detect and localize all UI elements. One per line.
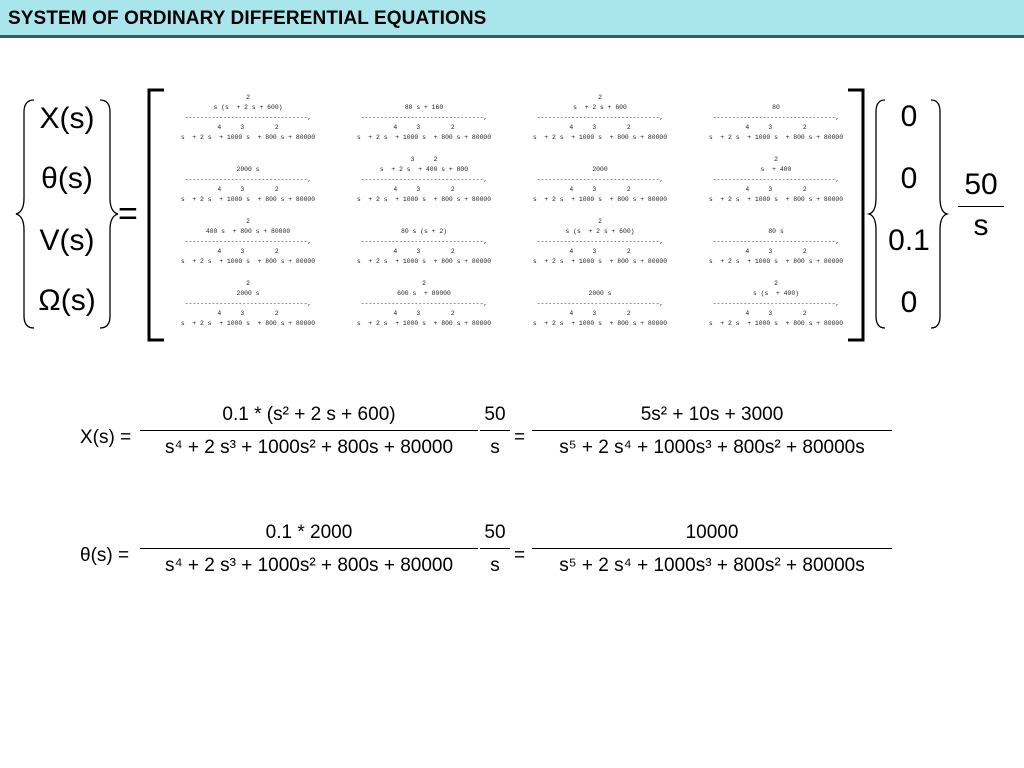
- eq1-f1-den: s⁴ + 2 s³ + 1000s² + 800s + 80000: [164, 437, 454, 458]
- matrix-cell-exp: 2: [774, 156, 778, 163]
- fraction-bar: [480, 430, 510, 431]
- matrix-cell-num: s (s + 2 s + 600): [565, 228, 635, 235]
- equation-x: [80, 404, 900, 474]
- matrix-cell-den: 4 3 2: [217, 310, 279, 317]
- eq2-f2-den: s: [490, 555, 500, 576]
- matrix-cell-den2: s + 2 s + 1000 s + 800 s + 80000: [180, 196, 316, 203]
- eq1-equals: =: [514, 427, 526, 448]
- matrix-cell-num: 80 s: [768, 228, 784, 235]
- matrix-cell-num: s (s + 400): [752, 290, 800, 297]
- matrix-cell-r1-c4: [691, 94, 861, 152]
- matrix-cell-r4-c3: [515, 280, 685, 338]
- matrix-cell-num: 400 s + 800 s + 80000: [205, 228, 291, 235]
- matrix-cell-bar: --------------------------------,: [712, 114, 840, 121]
- matrix-cell-den: 4 3 2: [569, 124, 631, 131]
- matrix-cell-den: 4 3 2: [217, 124, 279, 131]
- fraction-bar: [140, 548, 478, 549]
- matrix-cell-den2: s + 2 s + 1000 s + 800 s + 80000: [180, 320, 316, 327]
- eq2-fraction-3: [532, 522, 892, 577]
- eq1-fraction-3: [532, 404, 892, 459]
- matrix-cell-r3-c3: [515, 218, 685, 276]
- matrix-cell-num: 2000 s: [236, 166, 260, 173]
- matrix-cell-num: 80 s (s + 2): [400, 228, 448, 235]
- matrix-cell-r2-c2: [339, 156, 509, 214]
- rhs-2: 0: [900, 162, 918, 195]
- lhs-vector: [32, 96, 102, 332]
- matrix-cell-exp: 3 2: [410, 156, 438, 163]
- matrix-cell-r2-c4: [691, 156, 861, 214]
- matrix-cell-den: 4 3 2: [393, 248, 455, 255]
- matrix-cell-den: 4 3 2: [745, 124, 807, 131]
- matrix-cell-den: 4 3 2: [393, 124, 455, 131]
- rhs-1: 0: [900, 100, 918, 133]
- eq1-f2-den: s: [490, 437, 500, 458]
- matrix-cell-den2: s + 2 s + 1000 s + 800 s + 80000: [708, 320, 844, 327]
- eq1-fraction-2: [480, 404, 510, 459]
- matrix-cell-num: s + 2 s + 400 s + 800: [379, 166, 469, 173]
- eq1-f3-den: s⁵ + 2 s⁴ + 1000s³ + 800s² + 80000s: [559, 437, 865, 458]
- matrix-cell-exp: 2: [422, 280, 426, 287]
- matrix-cell-num: 2000: [592, 166, 608, 173]
- matrix-cell-bar: --------------------------------,: [184, 114, 312, 121]
- fraction-bar: [532, 548, 892, 549]
- matrix-cell-den2: s + 2 s + 1000 s + 800 s + 80000: [180, 134, 316, 141]
- fraction-bar: [958, 206, 1004, 207]
- matrix-cell-bar: --------------------------------,: [712, 238, 840, 245]
- eq2-f2-num: 50: [484, 522, 506, 543]
- matrix-cell-bar: --------------------------------,: [184, 238, 312, 245]
- matrix-cell-bar: --------------------------------,: [360, 114, 488, 121]
- input-fraction-num: 50: [964, 168, 998, 201]
- matrix-cell-den: 4 3 2: [745, 186, 807, 193]
- matrix-cell-exp: 2: [774, 280, 778, 287]
- matrix-cell-bar: --------------------------------,: [360, 238, 488, 245]
- matrix-cell-exp: 2: [598, 218, 602, 225]
- matrix-cell-den: 4 3 2: [217, 186, 279, 193]
- matrix-cell-num: 2000 s: [588, 290, 612, 297]
- matrix-cell-num: 80: [772, 104, 780, 111]
- matrix-cell-den2: s + 2 s + 1000 s + 800 s + 80000: [532, 320, 668, 327]
- matrix-cell-den2: s + 2 s + 1000 s + 800 s + 80000: [356, 196, 492, 203]
- matrix-cell-num: 600 s + 80000: [397, 290, 451, 297]
- matrix-cell-num: s + 400: [760, 166, 792, 173]
- matrix-cell-bar: --------------------------------,: [536, 176, 664, 183]
- matrix-cell-r4-c4: [691, 280, 861, 338]
- matrix-cell-den2: s + 2 s + 1000 s + 800 s + 80000: [708, 196, 844, 203]
- lhs-theta: θ(s): [41, 162, 93, 195]
- slide-title-bar: [0, 0, 1024, 38]
- matrix-cell-r1-c3: [515, 94, 685, 152]
- matrix-cell-den2: s + 2 s + 1000 s + 800 s + 80000: [532, 134, 668, 141]
- matrix-cell-den2: s + 2 s + 1000 s + 800 s + 80000: [356, 320, 492, 327]
- matrix-cell-bar: --------------------------------,: [536, 238, 664, 245]
- matrix-cell-den2: s + 2 s + 1000 s + 800 s + 80000: [356, 258, 492, 265]
- eq2-f1-num: 0.1 * 2000: [265, 522, 353, 543]
- matrix-cell-exp: 2: [598, 94, 602, 101]
- matrix-cell-bar: --------------------------------,: [360, 300, 488, 307]
- matrix-cell-den: 4 3 2: [393, 310, 455, 317]
- matrix-cell-den: 4 3 2: [393, 186, 455, 193]
- matrix-cell-bar: --------------------------------,: [184, 300, 312, 307]
- matrix-cell-exp: 2: [246, 94, 250, 101]
- transfer-matrix: [163, 94, 855, 338]
- matrix-cell-bar: --------------------------------,: [712, 176, 840, 183]
- eq2-label: θ(s) =: [80, 545, 130, 566]
- fraction-bar: [532, 430, 892, 431]
- eq1-label: X(s) =: [80, 427, 132, 448]
- matrix-cell-r2-c3: [515, 156, 685, 214]
- lhs-omega: Ω(s): [38, 284, 96, 317]
- slide-title: SYSTEM OF ORDINARY DIFFERENTIAL EQUATIONS: [8, 8, 487, 29]
- matrix-cell-num: s (s + 2 s + 600): [213, 104, 283, 111]
- eq2-fraction-2: [480, 522, 510, 577]
- matrix-cell-r3-c4: [691, 218, 861, 276]
- eq1-f2-num: 50: [484, 404, 506, 425]
- equation-theta: [80, 522, 900, 592]
- matrix-cell-exp: 2: [246, 280, 250, 287]
- matrix-cell-r1-c2: [339, 94, 509, 152]
- matrix-cell-r3-c2: [339, 218, 509, 276]
- equals-sign: =: [118, 195, 138, 233]
- rhs-right-brace-icon: [928, 98, 950, 330]
- matrix-cell-den2: s + 2 s + 1000 s + 800 s + 80000: [532, 196, 668, 203]
- matrix-cell-r4-c1: [163, 280, 333, 338]
- eq2-f1-den: s⁴ + 2 s³ + 1000s² + 800s + 80000: [164, 555, 454, 576]
- matrix-cell-den2: s + 2 s + 1000 s + 800 s + 80000: [356, 134, 492, 141]
- matrix-cell-bar: --------------------------------,: [360, 176, 488, 183]
- matrix-cell-r3-c1: [163, 218, 333, 276]
- matrix-cell-num: s + 2 s + 600: [573, 104, 627, 111]
- rhs-4: 0: [900, 286, 918, 319]
- matrix-cell-r2-c1: [163, 156, 333, 214]
- matrix-cell-den: 4 3 2: [217, 248, 279, 255]
- matrix-cell-den2: s + 2 s + 1000 s + 800 s + 80000: [708, 134, 844, 141]
- matrix-cell-bar: --------------------------------,: [712, 300, 840, 307]
- matrix-cell-bar: --------------------------------,: [184, 176, 312, 183]
- fraction-bar: [140, 430, 478, 431]
- input-fraction: [958, 168, 1004, 243]
- eq2-equals: =: [514, 545, 526, 566]
- matrix-cell-num: 2000 s: [236, 290, 260, 297]
- matrix-cell-den2: s + 2 s + 1000 s + 800 s + 80000: [532, 258, 668, 265]
- matrix-cell-den: 4 3 2: [569, 310, 631, 317]
- matrix-cell-r4-c2: [339, 280, 509, 338]
- lhs-x: X(s): [39, 102, 95, 135]
- eq2-f3-num: 10000: [685, 522, 739, 543]
- matrix-cell-den: 4 3 2: [745, 248, 807, 255]
- eq1-fraction-1: [140, 404, 478, 459]
- eq2-f3-den: s⁵ + 2 s⁴ + 1000s³ + 800s² + 80000s: [559, 555, 865, 576]
- matrix-cell-r1-c1: [163, 94, 333, 152]
- eq1-f3-num: 5s² + 10s + 3000: [640, 404, 784, 425]
- lhs-v: V(s): [39, 224, 95, 257]
- matrix-cell-den: 4 3 2: [569, 248, 631, 255]
- eq1-f1-num: 0.1 * (s² + 2 s + 600): [222, 404, 396, 425]
- matrix-cell-den2: s + 2 s + 1000 s + 800 s + 80000: [180, 258, 316, 265]
- eq2-fraction-1: [140, 522, 478, 577]
- matrix-cell-den2: s + 2 s + 1000 s + 800 s + 80000: [708, 258, 844, 265]
- fraction-bar: [480, 548, 510, 549]
- matrix-cell-den: 4 3 2: [745, 310, 807, 317]
- matrix-cell-bar: --------------------------------,: [536, 300, 664, 307]
- matrix-cell-den: 4 3 2: [569, 186, 631, 193]
- rhs-3: 0.1: [888, 224, 930, 257]
- input-fraction-den: s: [973, 209, 989, 242]
- matrix-cell-exp: 2: [246, 218, 250, 225]
- matrix-cell-num: 80 s + 160: [404, 104, 444, 111]
- matrix-cell-bar: --------------------------------,: [536, 114, 664, 121]
